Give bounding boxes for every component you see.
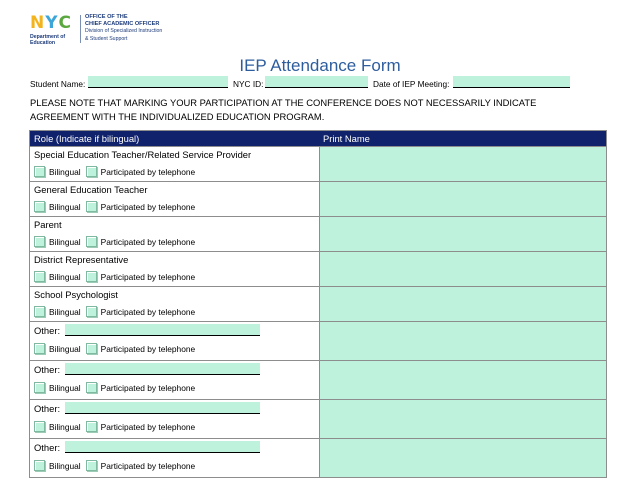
division-line-1: Division of Specialized Instruction — [85, 28, 163, 35]
bilingual-checkbox[interactable] — [34, 421, 45, 432]
telephone-label: Participated by telephone — [100, 236, 196, 247]
table-row — [30, 216, 606, 251]
student-name-label: Student Name: — [30, 79, 86, 89]
table-row — [30, 146, 606, 181]
bilingual-label: Bilingual — [49, 460, 81, 471]
telephone-checkbox[interactable] — [86, 201, 97, 212]
other-role-field[interactable] — [65, 363, 260, 375]
participation-options — [34, 343, 195, 354]
bilingual-label: Bilingual — [49, 421, 81, 432]
telephone-checkbox[interactable] — [86, 166, 97, 177]
bilingual-checkbox[interactable] — [34, 343, 45, 354]
student-name-field[interactable] — [88, 76, 228, 88]
telephone-label: Participated by telephone — [100, 306, 196, 317]
office-text — [85, 14, 162, 42]
role-cell — [30, 252, 319, 286]
telephone-checkbox[interactable] — [86, 236, 97, 247]
nyc-id-label: NYC ID: — [233, 79, 264, 89]
division-line-2: & Student Support — [85, 35, 128, 42]
bilingual-checkbox[interactable] — [34, 201, 45, 212]
role-cell — [30, 217, 319, 251]
table-row — [30, 251, 606, 286]
table-row — [30, 360, 606, 399]
telephone-label: Participated by telephone — [100, 460, 196, 471]
table-row — [30, 286, 606, 321]
role-cell — [30, 287, 319, 321]
nyc-wordmark — [30, 14, 78, 32]
participation-notice: PLEASE NOTE THAT MARKING YOUR PARTICIPATION AT THE CONFERENCE DOES NOT NECESSARILY INDICATE AGREEMENT WITH THE INDIVIDUALIZED EDUCATION PROGRAM. — [30, 97, 537, 122]
print-name-field[interactable] — [319, 361, 606, 399]
other-label: Other: — [34, 403, 61, 414]
nyc-letter-c: C — [58, 13, 72, 33]
print-name-column-header: Print Name — [323, 133, 370, 144]
telephone-checkbox[interactable] — [86, 306, 97, 317]
telephone-label: Participated by telephone — [100, 382, 196, 393]
nyc-logo-mark — [30, 14, 78, 46]
office-line-1: OFFICE OF THE — [85, 14, 128, 20]
table-row — [30, 399, 606, 438]
role-label: Special Education Teacher/Related Service Provider — [34, 149, 252, 160]
print-name-field[interactable] — [319, 322, 606, 360]
meeting-date-label: Date of IEP Meeting: — [373, 79, 450, 89]
nyc-letter-y: Y — [45, 13, 58, 33]
print-name-field[interactable] — [319, 182, 606, 216]
telephone-label: Participated by telephone — [100, 271, 196, 282]
other-label: Other: — [34, 364, 61, 375]
telephone-checkbox[interactable] — [86, 382, 97, 393]
bilingual-label: Bilingual — [49, 343, 81, 354]
table-row — [30, 181, 606, 216]
role-label: District Representative — [34, 254, 129, 265]
table-header — [30, 131, 606, 146]
bilingual-checkbox[interactable] — [34, 271, 45, 282]
other-role-field[interactable] — [65, 402, 260, 414]
participation-options — [34, 271, 195, 282]
role-cell — [30, 361, 319, 399]
bilingual-checkbox[interactable] — [34, 382, 45, 393]
role-cell — [30, 182, 319, 216]
role-label: General Education Teacher — [34, 184, 148, 195]
other-role-field[interactable] — [65, 324, 260, 336]
bilingual-checkbox[interactable] — [34, 306, 45, 317]
role-column-header: Role (Indicate if bilingual) — [34, 133, 140, 144]
nyc-doe-logo — [30, 14, 162, 46]
bilingual-checkbox[interactable] — [34, 460, 45, 471]
other-label: Other: — [34, 325, 61, 336]
print-name-field[interactable] — [319, 439, 606, 477]
bilingual-label: Bilingual — [49, 166, 81, 177]
participation-options — [34, 236, 195, 247]
print-name-field[interactable] — [319, 147, 606, 181]
nyc-id-field[interactable] — [265, 76, 368, 88]
bilingual-label: Bilingual — [49, 201, 81, 212]
telephone-checkbox[interactable] — [86, 421, 97, 432]
department-line-1: Department of — [30, 34, 66, 40]
participation-options — [34, 306, 195, 317]
print-name-field[interactable] — [319, 217, 606, 251]
role-label: Parent — [34, 219, 62, 230]
participation-options — [34, 382, 195, 393]
telephone-checkbox[interactable] — [86, 343, 97, 354]
participation-options — [34, 421, 195, 432]
role-cell — [30, 400, 319, 438]
form-title: IEP Attendance Form — [239, 56, 401, 75]
table-row — [30, 438, 606, 477]
telephone-checkbox[interactable] — [86, 460, 97, 471]
other-role-field[interactable] — [65, 441, 260, 453]
nyc-letter-n: N — [30, 13, 45, 33]
bilingual-label: Bilingual — [49, 306, 81, 317]
print-name-field[interactable] — [319, 252, 606, 286]
department-line-2: Education — [30, 40, 56, 46]
office-line-2: CHIEF ACADEMIC OFFICER — [85, 20, 160, 27]
telephone-label: Participated by telephone — [100, 421, 196, 432]
bilingual-label: Bilingual — [49, 236, 81, 247]
role-cell — [30, 322, 319, 360]
bilingual-label: Bilingual — [49, 382, 81, 393]
role-cell — [30, 147, 319, 181]
bilingual-label: Bilingual — [49, 271, 81, 282]
print-name-field[interactable] — [319, 287, 606, 321]
telephone-label: Participated by telephone — [100, 201, 196, 212]
telephone-label: Participated by telephone — [100, 343, 196, 354]
print-name-field[interactable] — [319, 400, 606, 438]
department-label — [30, 34, 78, 46]
logo-divider — [80, 15, 81, 43]
other-label: Other: — [34, 442, 61, 453]
participation-options — [34, 166, 195, 177]
participation-options — [34, 201, 195, 212]
telephone-label: Participated by telephone — [100, 166, 196, 177]
participation-options — [34, 460, 195, 471]
meeting-date-field[interactable] — [453, 76, 570, 88]
role-label: School Psychologist — [34, 289, 118, 300]
bilingual-checkbox[interactable] — [34, 166, 45, 177]
role-cell — [30, 439, 319, 477]
telephone-checkbox[interactable] — [86, 271, 97, 282]
bilingual-checkbox[interactable] — [34, 236, 45, 247]
attendance-table — [29, 130, 607, 478]
table-row — [30, 321, 606, 360]
